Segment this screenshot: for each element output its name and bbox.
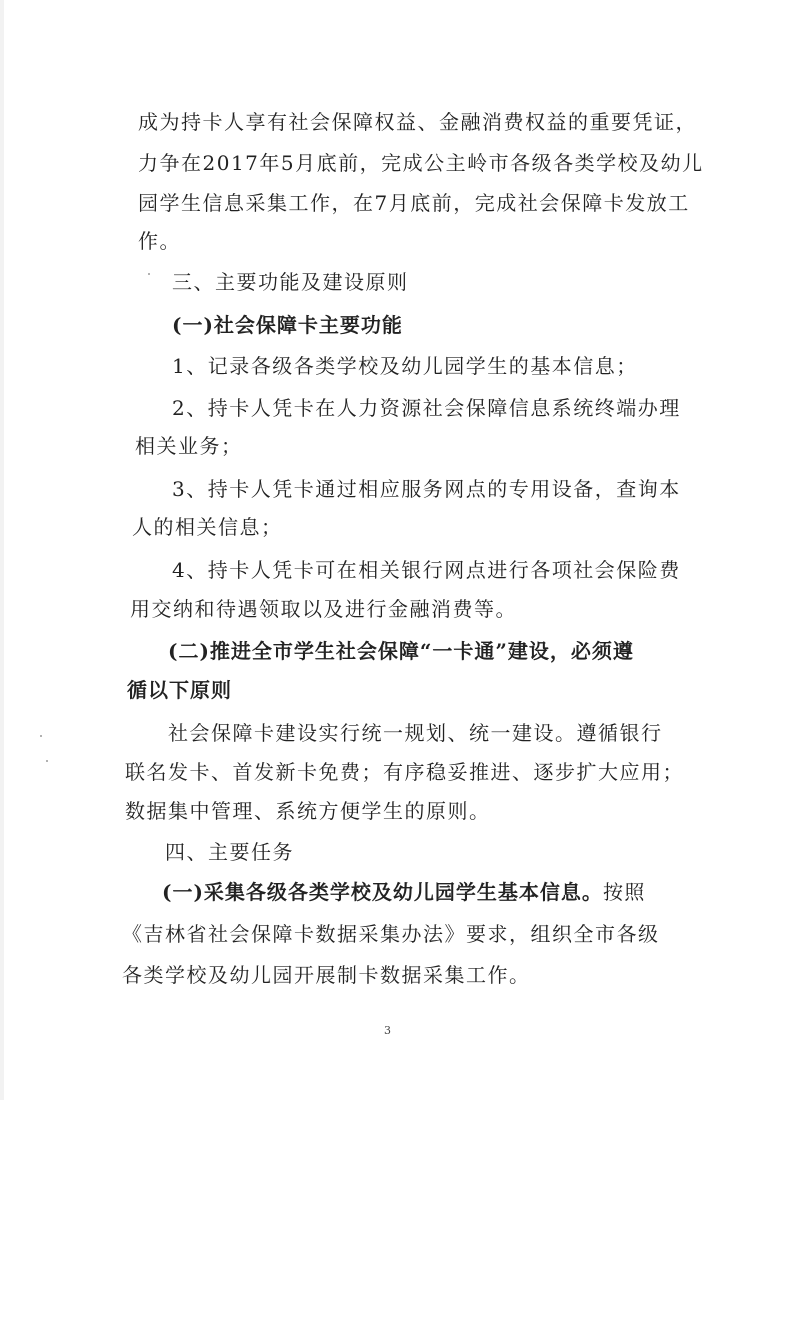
paragraph-line: 园学生信息采集工作，在7月底前，完成社会保障卡发放工 [138, 191, 690, 215]
paragraph-line: 《吉林省社会保障卡数据采集办法》要求，组织全市各级 [122, 922, 660, 946]
paragraph-line: 社会保障卡建设实行统一规划、统一建设。遵循银行 [168, 721, 663, 745]
subsection-heading-continuation: 循以下原则 [127, 678, 232, 702]
paragraph-line: 力争在2017年5月底前，完成公主岭市各级各类学校及幼儿 [138, 151, 704, 175]
subsection-heading: (一)社会保障卡主要功能 [172, 313, 403, 337]
list-item-continuation: 人的相关信息； [132, 515, 283, 539]
section-heading: 四、主要任务 [165, 840, 294, 864]
list-item: 3、持卡人凭卡通过相应服务网点的专用设备，查询本 [172, 477, 681, 501]
list-item: 2、持卡人凭卡在人力资源社会保障信息系统终端办理 [172, 396, 681, 420]
subsection-heading: (二)推进全市学生社会保障“一卡通”建设，必须遵 [168, 639, 634, 663]
list-item: 1、记录各级各类学校及幼儿园学生的基本信息； [172, 354, 638, 378]
paragraph-line: 各类学校及幼儿园开展制卡数据采集工作。 [122, 963, 531, 987]
scan-speck [148, 273, 150, 275]
list-item-continuation: 相关业务； [135, 434, 243, 458]
scan-speck [46, 760, 48, 762]
section-heading: 三、主要功能及建设原则 [172, 270, 409, 294]
list-item-continuation: 用交纳和待遇领取以及进行金融消费等。 [130, 597, 517, 621]
paragraph-line: 作。 [138, 229, 181, 253]
paragraph-line [162, 880, 646, 904]
scan-speck [40, 735, 42, 737]
subsection-heading-inline: (一)采集各级各类学校及幼儿园学生基本信息。 [162, 880, 603, 904]
list-item: 4、持卡人凭卡可在相关银行网点进行各项社会保险费 [172, 558, 681, 582]
paragraph-text: 按照 [602, 880, 646, 904]
paragraph-line: 成为持卡人享有社会保障权益、金融消费权益的重要凭证， [138, 110, 697, 134]
scan-edge [0, 0, 4, 1100]
paragraph-line: 数据集中管理、系统方便学生的原则。 [125, 799, 491, 823]
page-number: 3 [384, 1024, 391, 1037]
paragraph-line: 联名发卡、首发新卡免费；有序稳妥推进、逐步扩大应用； [125, 760, 684, 784]
